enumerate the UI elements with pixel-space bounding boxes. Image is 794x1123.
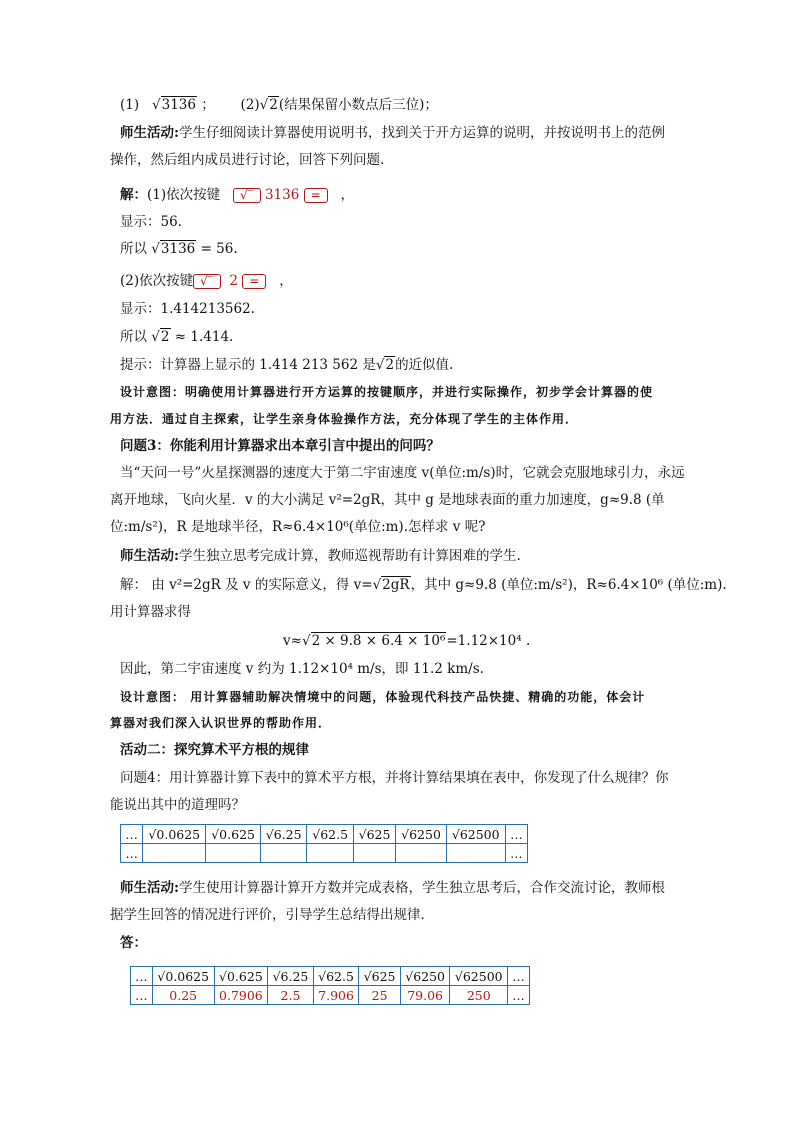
sqrt-expression: √3136	[151, 241, 196, 257]
sqrt-table-blank	[120, 824, 528, 863]
sqrt-expression: √2	[151, 329, 170, 345]
sqrt-expression: √2	[259, 97, 278, 113]
line-16: 位:m/s²)，R 是地球半径，R≈6.4×10⁶(单位:m).怎样求 v 呢?	[110, 519, 486, 535]
table-row: … √0.0625 √0.625 √6.25 √62.5 √625 √6250 √62500 …	[131, 967, 530, 986]
activity-2-heading: 活动二：探究算术平方根的规律	[120, 742, 309, 758]
sqrt-expression: √2	[375, 357, 395, 373]
line-21: 因此，第二宇宙速度 v 约为 1.12×10⁴ m/s，即 11.2 km/s.	[120, 661, 484, 677]
line-28: 据学生回答的情况进行评价，引导学生总结得出规律．	[110, 907, 434, 923]
table-row: … √0.0625 √0.625 √6.25 √62.5 √625 √6250 √62500 …	[121, 825, 528, 844]
line-11: 设计意图：明确使用计算器进行开方运算的按键顺序，并进行实际操作，初步学会计算器的使	[120, 385, 654, 399]
line-19: 用计算器求得	[110, 604, 191, 620]
line-25: 问题4：用计算器计算下表中的算术平方根，并将计算结果填在表中，你发现了什么规律？你	[120, 770, 669, 786]
sqrt-table-answer	[130, 966, 530, 1005]
line-3: 操作，然后组内成员进行讨论，回答下列问题.	[110, 152, 385, 168]
line-9: 所以 √2 ≈ 1.414.	[120, 329, 234, 345]
line-18: 解： 由 v²=2gR 及 v 的实际意义，得 v=√2gR，其中 g≈9.8 (单位:m/s²)，R≈6.4×10⁶ (单位:m).	[120, 577, 727, 593]
line-8: 显示：1.414213562.	[120, 301, 255, 317]
sqrt-expression: √2 × 9.8 × 6.4 × 10⁶	[301, 633, 446, 649]
line-5: 显示：56.	[120, 214, 182, 230]
line-27: 师生活动:学生使用计算器计算开方数并完成表格，学生独立思考后，合作交流讨论，教师根	[120, 880, 665, 896]
line-17: 师生活动:学生独立思考完成计算，教师巡视帮助有计算困难的学生.	[120, 548, 521, 564]
equals-key-icon: =	[304, 188, 328, 203]
formula-line: v≈√2 × 9.8 × 6.4 × 10⁶=1.12×10⁴ .	[283, 633, 531, 649]
line-10: 提示：计算器上显示的 1.414 213 562 是√2的近似值.	[120, 357, 454, 373]
answer-label: 答：	[120, 935, 147, 951]
line-22: 设计意图： 用计算器辅助解决情境中的问题，体验现代科技产品快捷、精确的功能，体会计	[120, 690, 646, 704]
line-14: 当“天问一号”火星探测器的速度大于第二宇宙速度 v(单位:m/s)时，它就会克服地球引力，永远	[120, 465, 685, 481]
line-6: 所以 √3136 = 56.	[120, 241, 238, 257]
table-row: … 0.25 0.7906 2.5 7.906 25 79.06 250 …	[131, 986, 530, 1005]
line-4: 解：(1)依次按键 √‾ 3136 = ，	[120, 187, 355, 203]
line-2: 师生活动:学生仔细阅读计算器使用说明书，找到关于开方运算的说明，并按说明书上的范例	[120, 125, 665, 141]
line-15: 离开地球，飞向火星．v 的大小满足 v²=2gR，其中 g 是地球表面的重力加速度，g≈9.8 (单	[110, 492, 665, 508]
line-12: 用方法．通过自主探索，让学生亲身体验操作方法，充分体现了学生的主体作用．	[110, 412, 579, 426]
item-label: (1)	[120, 97, 140, 113]
line-26: 能说出其中的道理吗？	[110, 797, 245, 813]
sqrt-expression: √2gR	[372, 577, 410, 593]
question-3-heading: 问题3：你能利用计算器求出本章引言中提出的问吗？	[120, 438, 440, 454]
table-row: … …	[121, 844, 528, 863]
line-7: (2)依次按键 √‾ 2 = ，	[120, 273, 293, 289]
equals-key-icon: =	[242, 274, 266, 289]
line-1: (1) √3136 ； (2)√2(结果保留小数点后三位)；	[120, 97, 438, 113]
sqrt-key-icon: √‾	[193, 274, 221, 289]
sqrt-key-icon: √‾	[233, 188, 261, 203]
line-23: 算器对我们深入认识世界的帮助作用．	[110, 716, 332, 730]
sqrt-expression: √3136	[152, 97, 196, 113]
